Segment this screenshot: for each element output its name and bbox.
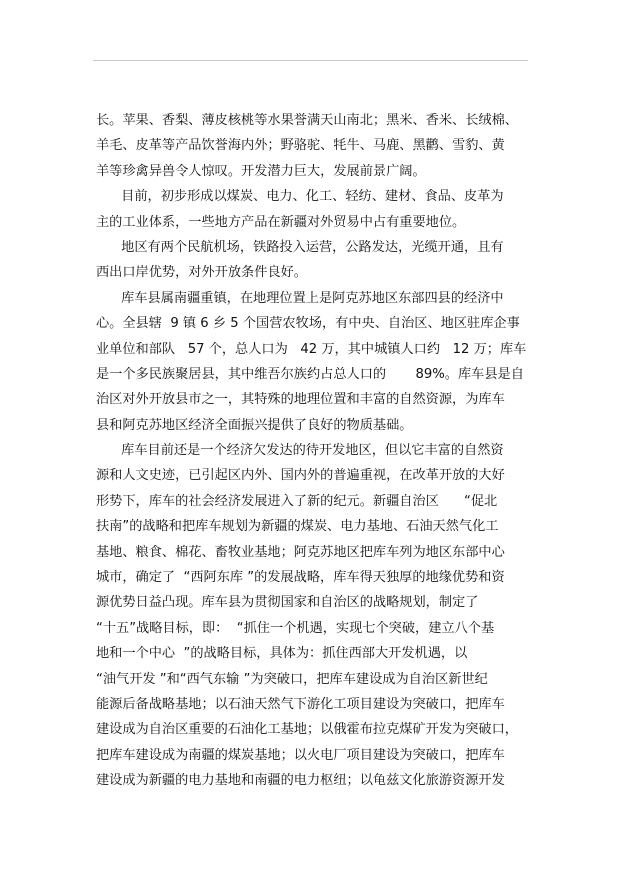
document-body — [96, 108, 536, 794]
header-rule — [93, 60, 528, 61]
text-line: 是一个多民族聚居县，其中维吾尔族约占总人口的 89%。库车县是自 — [96, 366, 524, 382]
text-line: 扶南”的战略和把库车规划为新疆的煤炭、电力基地、石油天然气化工 — [96, 519, 499, 535]
text-line: 库车目前还是一个经济欠发达的待开发地区，但以它丰富的自然资 — [96, 443, 504, 459]
text-line: 治区对外开放县市之一，其特殊的地理位置和丰富的自然资源，为库车 — [96, 392, 505, 408]
text-line: 地区有两个民航机场，铁路投入运营，公路发达，光缆开通，且有 — [96, 239, 504, 255]
text-line: 羊等珍禽异兽令人惊叹。开发潜力巨大，发展前景广阔。 — [96, 163, 426, 179]
text-line: 主的工业体系，一些地方产品在新疆对外贸易中占有重要地位。 — [96, 214, 466, 230]
text-line: 把库车建设成为南疆的煤炭基地；以火电厂项目建设为突破口，把库车 — [96, 747, 505, 763]
text-line: 目前，初步形成以煤炭、电力、化工、轻纺、建材、食品、皮革为 — [96, 189, 504, 205]
text-line: “油气开发 ”和“西气东输 ”为突破口，把库车建设成为自治区新世纪 — [96, 671, 488, 687]
text-line: 地和一个中心 ”的战略目标，具体为：抓住西部大开发机遇，以 — [96, 646, 468, 662]
text-line: 源优势日益凸现。库车县为贯彻国家和自治区的战略规划，制定了 — [96, 595, 479, 611]
text-line: 业单位和部队 57 个，总人口为 42 万，其中城镇人口约 12 万；库车 — [96, 341, 527, 357]
text-line: 建设成为自治区重要的石油化工基地；以俄霍布拉克煤矿开发为突破口， — [96, 722, 518, 738]
text-line: 源和人文史迹，已引起区内外、国内外的普遍重视，在改革开放的大好 — [96, 468, 505, 484]
text-line: 基地、粮食、棉花、畜牧业基地；阿克苏地区把库车列为地区东部中心 — [96, 544, 505, 560]
text-line: 西出口岸优势，对外开放条件良好。 — [96, 265, 307, 281]
text-line: 能源后备战略基地；以石油天然气下游化工项目建设为突破口，把库车 — [96, 696, 505, 712]
text-line: 长。苹果、香梨、薄皮核桃等水果誉满天山南北；黑米、香米、长绒棉、 — [96, 113, 518, 128]
text-line: 城市，确定了 “西阿东库 ”的发展战略，库车得天独厚的地缘优势和资 — [96, 570, 505, 586]
text-line: 形势下，库车的社会经济发展进入了新的纪元。新疆自治区 “促北 — [96, 493, 498, 509]
text-line: 羊毛、皮革等产品饮誉海内外；野骆驼、牦牛、马鹿、黑鹳、雪豹、黄 — [96, 138, 505, 154]
text-line: “十五”战略目标，即： “抓住一个机遇，实现七个突破，建立八个基 — [96, 620, 495, 636]
text-line: 心。全县辖 9 镇 6 乡 5 个国营农牧场，有中央、自治区、地区驻库企事 — [96, 316, 520, 332]
text-line: 县和阿克苏地区经济全面振兴提供了良好的物质基础。 — [96, 417, 413, 433]
text-line: 库车县属南疆重镇，在地理位置上是阿克苏地区东部四县的经济中 — [96, 290, 504, 306]
text-line: 建设成为新疆的电力基地和南疆的电力枢纽；以龟兹文化旅游资源开发 — [96, 773, 505, 789]
